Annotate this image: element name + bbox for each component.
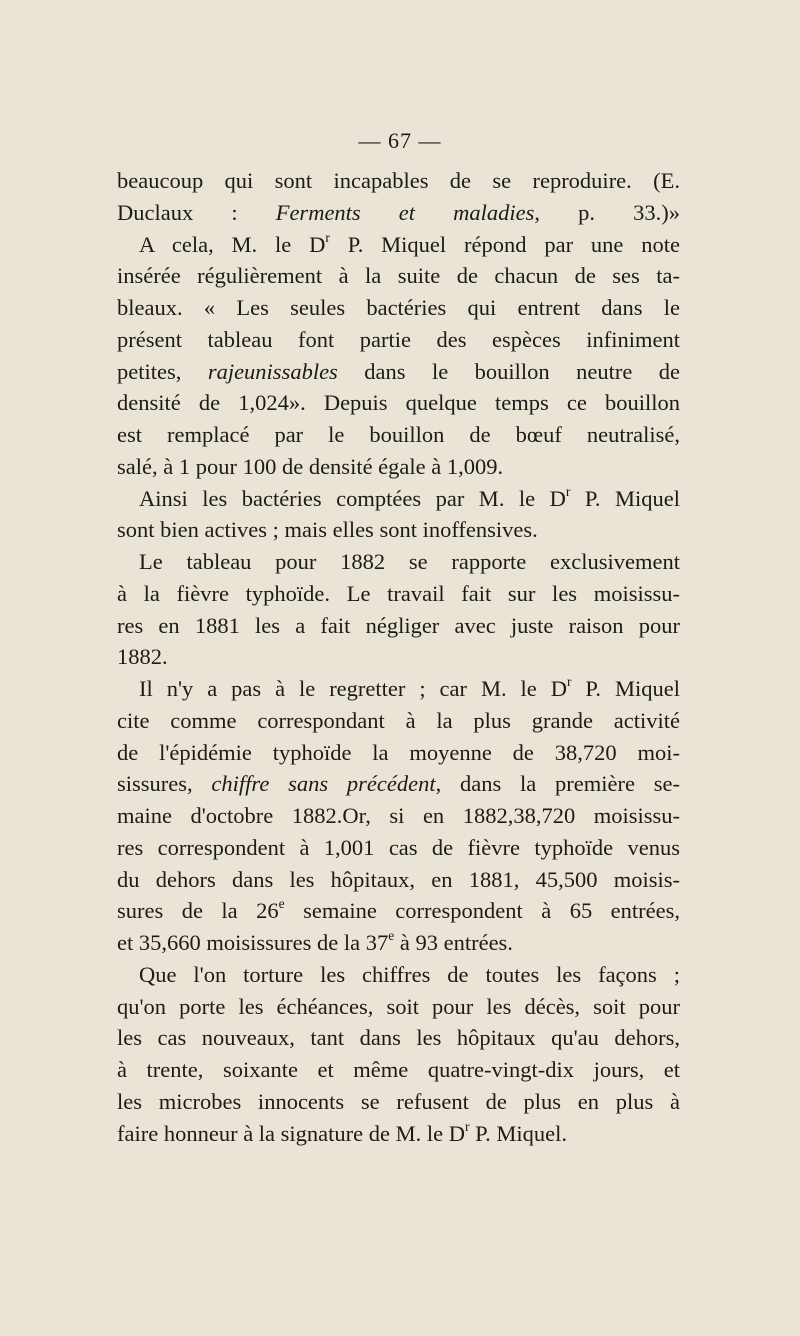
italic-segment: chiffre sans précédent xyxy=(211,771,436,797)
page-number: — 67 — xyxy=(358,128,442,153)
text-segment: maine d'octobre 1882.Or, si en 1882,38,720 moisissu- xyxy=(117,803,680,828)
text-line xyxy=(117,165,680,197)
text-segment: est remplacé par le bouillon de bœuf neutralisé, xyxy=(117,422,680,447)
text-line xyxy=(117,260,680,292)
text-line xyxy=(117,546,680,578)
text-segment: P. Miquel. xyxy=(469,1120,568,1146)
superscript: e xyxy=(388,927,395,943)
text-segment: bleaux. « Les seules bactéries qui entrent dans le xyxy=(117,295,680,320)
text-segment: , dans la première se- xyxy=(435,771,680,797)
text-segment: cite comme correspondant à la plus grande activité xyxy=(117,707,680,733)
text-line xyxy=(117,895,680,927)
text-line xyxy=(117,387,680,419)
superscript: r xyxy=(465,1118,470,1134)
text-segment: salé, à 1 pour 100 de densité égale à 1,009. xyxy=(117,453,504,479)
text-segment: 1882. xyxy=(117,644,168,670)
text-segment: beaucoup qui sont incapables de se reproduire. (E. xyxy=(117,168,680,193)
text-segment: petites, xyxy=(117,358,208,384)
text-line xyxy=(117,927,680,959)
text-line xyxy=(117,832,680,864)
text-segment: de l'épidémie typhoïde la moyenne de 38,720 moi- xyxy=(117,739,680,765)
text-line xyxy=(117,705,680,737)
text-line xyxy=(117,800,680,832)
text-segment: res en 1881 les a fait négliger avec juste raison pour xyxy=(117,612,680,638)
text-segment: faire honneur à la signature de M. le D xyxy=(117,1120,465,1146)
text-line xyxy=(117,673,680,705)
text-segment: à trente, soixante et même quatre-vingt-dix jours, et xyxy=(117,1057,680,1082)
text-line xyxy=(117,1054,680,1086)
text-line xyxy=(117,419,680,451)
text-line xyxy=(117,1118,680,1150)
text-segment: à la fièvre typhoïde. Le travail fait sur les moisissu- xyxy=(117,580,680,606)
text-segment: Ainsi les bactéries comptées par M. le D xyxy=(139,485,566,511)
text-line xyxy=(117,1022,680,1054)
text-line xyxy=(117,768,680,800)
text-segment: , p. 33.)» xyxy=(534,199,680,225)
text-segment: Le tableau pour 1882 se rapporte exclusivement xyxy=(139,549,680,574)
text-segment: P. Miquel xyxy=(571,676,681,701)
text-line xyxy=(117,737,680,769)
body-text xyxy=(117,165,680,1149)
text-line xyxy=(117,959,680,991)
text-line xyxy=(117,324,680,356)
text-line xyxy=(117,1086,680,1118)
text-segment: dans le bouillon neutre de xyxy=(337,358,680,384)
text-line xyxy=(117,641,680,673)
text-segment: densité de 1,024». Depuis quelque temps ce bouillon xyxy=(117,390,680,416)
text-segment: res correspondent à 1,001 cas de fièvre typhoïde venus xyxy=(117,834,680,860)
text-segment: et 35,660 moisissures de la 37 xyxy=(117,930,389,955)
text-segment: Il n'y a pas à le regretter ; car M. le D xyxy=(139,676,567,701)
superscript: e xyxy=(278,896,285,912)
text-line xyxy=(117,451,680,483)
text-segment: Que l'on torture les chiffres de toutes les façons ; xyxy=(139,961,680,987)
text-segment: qu'on porte les échéances, soit pour les décès, soit pour xyxy=(117,993,680,1019)
text-segment: sures de la 26 xyxy=(117,898,279,924)
text-line xyxy=(117,197,680,229)
text-segment: les microbes innocents se refusent de plus en plus à xyxy=(117,1088,680,1114)
text-segment: sont bien actives ; mais elles sont inoffensives. xyxy=(117,517,538,543)
text-line xyxy=(117,292,680,324)
superscript: r xyxy=(325,229,330,245)
text-line xyxy=(117,578,680,610)
text-segment: présent tableau font partie des espèces infiniment xyxy=(117,326,680,352)
text-segment: P. Miquel répond par une note xyxy=(329,231,680,257)
text-line xyxy=(117,864,680,896)
text-line xyxy=(117,991,680,1023)
text-segment: P. Miquel xyxy=(570,485,681,511)
superscript: r xyxy=(565,483,571,499)
text-segment: semaine correspondent à 65 entrées, xyxy=(284,898,680,924)
italic-segment: Ferments et maladies xyxy=(275,199,535,225)
text-segment: A cela, M. le D xyxy=(139,231,326,257)
text-segment: à 93 entrées. xyxy=(394,930,513,955)
italic-segment: rajeunissables xyxy=(207,358,338,384)
text-line xyxy=(117,229,680,261)
text-line xyxy=(117,514,680,546)
superscript: r xyxy=(566,673,572,689)
text-segment: Duclaux : xyxy=(117,199,276,225)
text-segment: les cas nouveaux, tant dans les hôpitaux qu'au dehors, xyxy=(117,1025,680,1051)
text-segment: insérée régulièrement à la suite de chacun de ses ta- xyxy=(117,263,680,289)
text-segment: du dehors dans les hôpitaux, en 1881, 45,500 moisis- xyxy=(117,866,680,892)
text-line xyxy=(117,356,680,388)
text-line xyxy=(117,610,680,642)
text-line xyxy=(117,483,680,515)
text-segment: sissures, xyxy=(117,771,212,797)
